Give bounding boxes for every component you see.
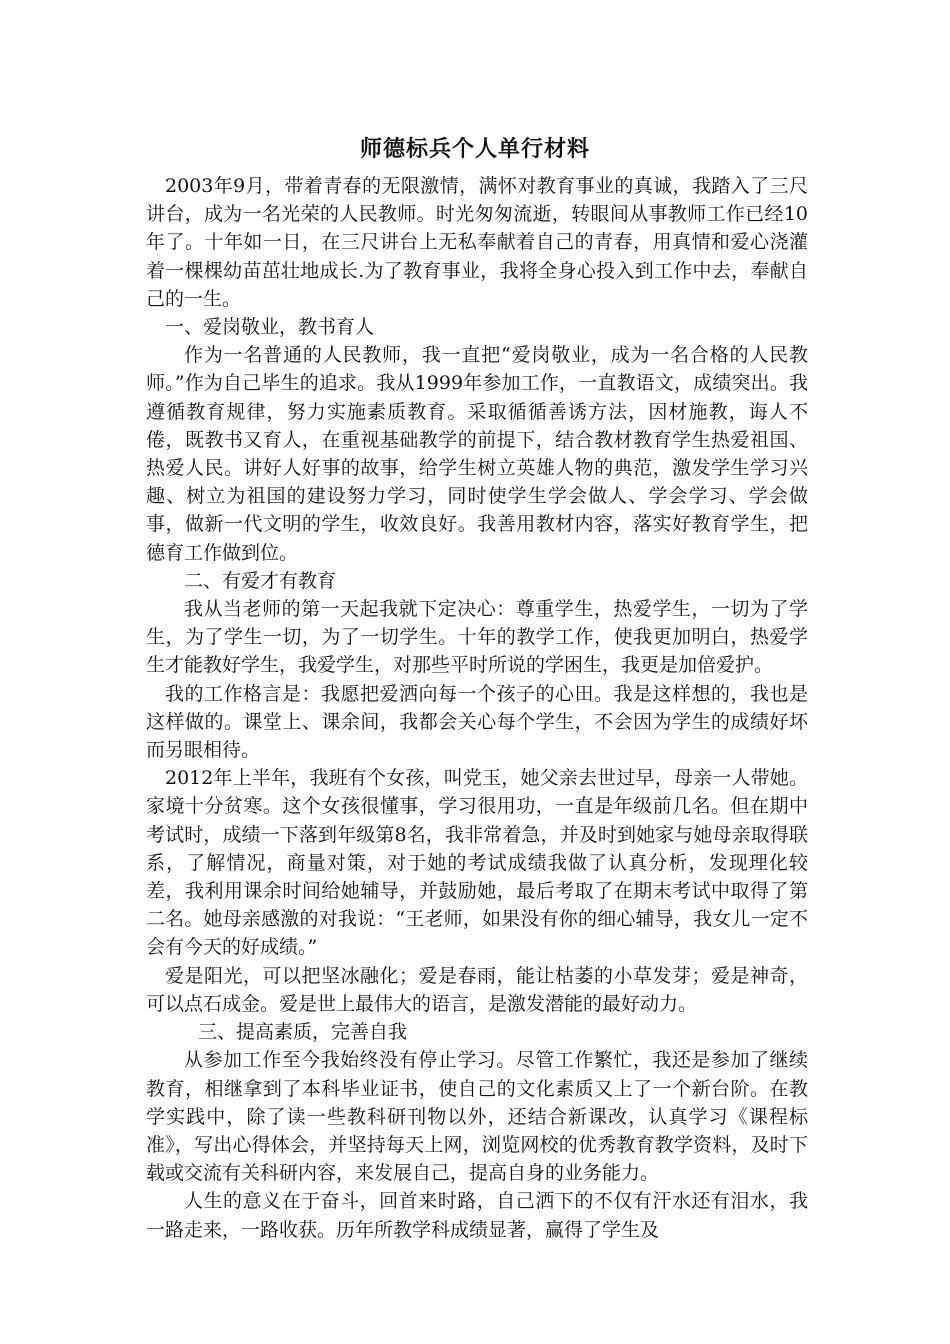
paragraph-resolve: 我从当老师的第一天起我就下定决心：尊重学生，热爱学生，一切为了学生，为了学生一切，为了一切学生。十年的教学工作，使我更加明白，热爱学生才能教好学生，我爱学生，对那些平时所说的学困生，我更是加倍爱护。: [146, 598, 808, 677]
document-body: [146, 172, 808, 1244]
section-heading-3: 三、提高素质，完善自我: [198, 1021, 408, 1044]
paragraph-dedication: 作为一名普通的人民教师，我一直把“爱岗敬业，成为一名合格的人民教师。”作为自己毕生的追求。我从1999年参加工作，一直教语文，成绩突出。我遵循教育规律，努力实施素质教育。采取循循善诱方法，因材施教，诲人不倦，既教书又育人，在重视基础教学的前提下，结合教材教育学生热爱祖国、热爱人民。讲好人好事的故事，给学生树立英雄人物的典范，激发学生学习兴趣、树立为祖国的建设努力学习，同时使学生学会做人、学会学习、学会做事，做新一代文明的学生，收效良好。我善用教材内容，落实好教育学生，把德育工作做到位。: [146, 344, 808, 564]
section-heading-1: 一、爱岗敬业，教书育人: [165, 316, 375, 339]
document-title: 师德标兵个人单行材料: [359, 136, 590, 162]
paragraph-student-story: 2012年上半年，我班有个女孩，叫党玉，她父亲去世过早，母亲一人带她。家境十分贫寒。这个女孩很懂事，学习很用功，一直是年级前几名。但在期中考试时，成绩一下落到年级第8名，我非常着急，并及时到她家与她母亲取得联系，了解情况，商量对策，对于她的考试成绩我做了认真分析，发现理化较差，我利用课余时间给她辅导，并鼓励她，最后考取了在期末考试中取得了第二名。她母亲感激的对我说：“王老师，如果没有你的细心辅导，我女儿一定不会有今天的好成绩。”: [146, 767, 808, 959]
paragraph-intro: 2003年9月，带着青春的无限激情，满怀对教育事业的真诚，我踏入了三尺讲台，成为一名光荣的人民教师。时光匆匆流逝，转眼间从事教师工作已经10年了。十年如一日，在三尺讲台上无私奉献着自己的青春，用真情和爱心浇灌着一棵棵幼苗茁壮地成长.为了教育事业，我将全身心投入到工作中去，奉献自己的一生。: [146, 175, 808, 310]
paragraph-learning: 从参加工作至今我始终没有停止学习。尽管工作繁忙，我还是参加了继续教育，相继拿到了本科毕业证书，使自己的文化素质又上了一个新台阶。在教学实践中，除了读一些教科研刊物以外，还结合新课改，认真学习《课程标准》，写出心得体会，并坚持每天上网，浏览网校的优秀教育教学资料，及时下载或交流有关科研内容，来发展自己，提高自身的业务能力。: [146, 1049, 808, 1185]
paragraph-motto: 我的工作格言是：我愿把爱洒向每一个孩子的心田。我是这样想的，我也是这样做的。课堂上、课余间，我都会关心每个学生，不会因为学生的成绩好坏而另眼相待。: [146, 682, 808, 762]
section-heading-2: 二、有爱才有教育: [184, 569, 337, 592]
paragraph-reflection: 人生的意义在于奋斗，回首来时路，自己洒下的不仅有汗水还有泪水，我一路走来，一路收获。历年所教学科成绩显著，赢得了学生及: [146, 1190, 808, 1241]
paragraph-love: 爱是阳光，可以把坚冰融化；爱是春雨，能让枯萎的小草发芽；爱是神奇，可以点石成金。爱是世上最伟大的语言，是激发潜能的最好动力。: [146, 964, 808, 1015]
